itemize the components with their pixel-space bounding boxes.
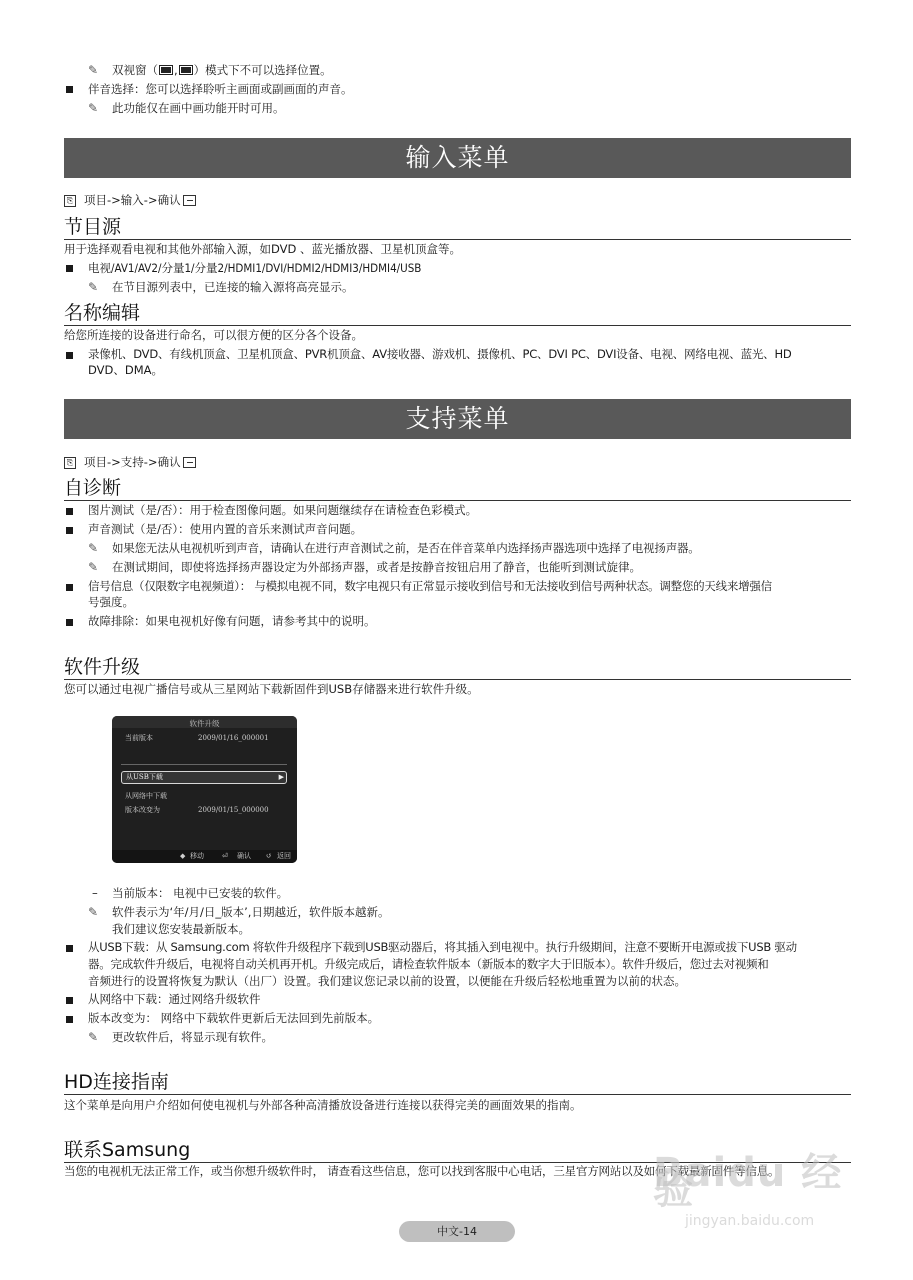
tv-online-download-option[interactable]: 从网络中下载 (125, 792, 167, 800)
tv-current-label: 当前版本 (125, 734, 153, 742)
upgrade-heading: 软件升级 (64, 656, 851, 680)
tv-alt-software-label[interactable]: 版本改变为 (125, 806, 160, 814)
edit-name-item-line2: DVD、DMA。 (88, 363, 164, 377)
note-icon: ✎ (88, 905, 99, 919)
tv-enter-label: 确认 (237, 852, 251, 860)
input-menu-path-text: 项目->输入->确认 (84, 193, 181, 207)
watermark-logo: Baidu 经验 (653, 1150, 843, 1213)
version-format-note-line2: 我们建议您安装最新版本。 (112, 922, 250, 936)
source-desc: 用于选择观看电视和其他外部输入源，如DVD 、蓝光播放器、卫星机顶盒等。 (64, 242, 462, 256)
tv-enter-icon: ⏎ (222, 852, 228, 860)
pip-note-text-pre: 双视窗（ (112, 63, 158, 77)
bullet-icon (66, 1016, 73, 1023)
hd-guide-heading: HD连接指南 (64, 1071, 851, 1095)
note-icon: ✎ (88, 280, 99, 294)
bullet-icon (66, 945, 73, 952)
support-menu-path-text: 项目->支持->确认 (84, 455, 181, 469)
contact-heading: 联系Samsung (64, 1139, 851, 1163)
signal-info-line2: 号强度。 (88, 595, 134, 609)
pip-icon (159, 65, 173, 75)
tv-divider (121, 764, 287, 765)
usb-download-line2: 器。完成软件升级后，电视将自动关机再开机。升级完成后，请检查软件版本（新版本的数字大于旧版本）。软件升级后，您过去对视频和 (88, 957, 769, 971)
tv-title: 软件升级 (189, 719, 220, 728)
tv-return-icon: ↺ (266, 852, 272, 860)
bullet-icon (66, 584, 73, 591)
tv-bottom-bar (112, 850, 297, 863)
pip-alt-icon (179, 65, 193, 75)
sound-test-item: 声音测试（是/否）：使用内置的音乐来测试声音问题。 (88, 522, 363, 536)
online-download-item: 从网络中下载：通过网络升级软件 (88, 992, 261, 1006)
alt-software-item: 版本改变为： 网络中下载软件更新后无法回到先前版本。 (88, 1011, 380, 1025)
dash-icon: – (92, 886, 98, 900)
note-icon: ✎ (88, 541, 99, 555)
software-upgrade-screen (112, 716, 297, 863)
pip-only-note: 此功能仅在画中画功能开时可用。 (112, 101, 285, 115)
edit-name-heading: 名称编辑 (64, 302, 851, 326)
note-icon: ✎ (88, 63, 99, 77)
support-menu-banner: 支持菜单 (64, 399, 851, 439)
sound-select-item: 伴音选择：您可以选择聆听主画面或副画面的声音。 (88, 82, 353, 96)
watermark-url: jingyan.baidu.com (685, 1213, 815, 1229)
bullet-icon (66, 527, 73, 534)
pip-note: 双视窗（ , ）模式下不可以选择位置。 (112, 63, 332, 77)
tv-move-label: 移动 (190, 852, 204, 860)
menu-path-icon: ⎘ (64, 457, 76, 469)
bullet-icon (66, 265, 73, 272)
note-icon: ✎ (88, 560, 99, 574)
tv-arrow-right-icon: ▶ (278, 773, 284, 781)
version-format-note-line1: 软件表示为‘年/月/日_版本’,日期越近，软件版本越新。 (112, 905, 390, 919)
tv-return-label: 返回 (277, 852, 291, 860)
bullet-icon (66, 352, 73, 359)
tv-current-value: 2009/01/16_000001 (198, 734, 269, 742)
self-diag-heading: 自诊断 (64, 477, 851, 501)
upgrade-desc: 您可以通过电视广播信号或从三星网站下载新固件到USB存储器来进行软件升级。 (64, 682, 479, 696)
tv-usb-download-option[interactable] (121, 771, 287, 784)
bullet-icon (66, 86, 73, 93)
pip-note-text-post: ）模式下不可以选择位置。 (193, 63, 332, 77)
current-version-item: 当前版本： 电视中已安装的软件。 (112, 886, 289, 900)
sound-test-note2: 在测试期间，即使将选择扬声器设定为外部扬声器，或者是按静音按钮启用了静音，也能听到测试旋律。 (112, 560, 641, 574)
troubleshoot-item: 故障排除：如果电视机好像有问题，请参考其中的说明。 (88, 614, 376, 628)
edit-name-item-line1: 录像机、DVD、有线机顶盒、卫星机顶盒、PVR机顶盒、AV接收器、游戏机、摄像机、PC、DVI PC、DVI设备、电视、网络电视、蓝光、HD (88, 347, 792, 361)
bullet-icon (66, 508, 73, 515)
support-menu-path (84, 454, 196, 471)
picture-test-item: 图片测试（是/否）：用于检查图像问题。如果问题继续存在请检查色彩模式。 (88, 503, 478, 517)
baidu-watermark (643, 1150, 873, 1240)
alt-software-note: 更改软件后，将显示现有软件。 (112, 1030, 273, 1044)
bullet-icon (66, 997, 73, 1004)
input-menu-banner: 输入菜单 (64, 138, 851, 178)
source-heading: 节目源 (64, 216, 851, 240)
source-list-item: 电视/AV1/AV2/分量1/分量2/HDMI1/DVI/HDMI2/HDMI3/HDMI4/USB (88, 261, 422, 275)
note-icon: ✎ (88, 101, 99, 115)
enter-icon (183, 457, 196, 468)
menu-path-icon: ⎘ (64, 195, 76, 207)
tv-alt-software-value: 2009/01/15_000000 (198, 806, 269, 814)
usb-download-line1: 从USB下载：从 Samsung.com 将软件升级程序下载到USB驱动器后，将其插入到电视中。执行升级期间，注意不要断开电源或拔下USB 驱动 (88, 940, 797, 954)
tv-move-icon: ◆ (180, 852, 186, 860)
note-icon: ✎ (88, 1030, 99, 1044)
signal-info-line1: 信号信息（仅限数字电视频道）： 与模拟电视不同，数字电视只有正常显示接收到信号和无法接收到信号两种状态。调整您的天线来增强信 (88, 579, 772, 593)
hd-guide-desc: 这个菜单是向用户介绍如何使电视机与外部各种高清播放设备进行连接以获得完美的画面效果的指南。 (64, 1098, 582, 1112)
source-note: 在节目源列表中，已连接的输入源将高亮显示。 (112, 280, 354, 294)
edit-name-desc: 给您所连接的设备进行命名，可以很方便的区分各个设备。 (64, 328, 363, 342)
page-number: 中文-14 (399, 1221, 515, 1242)
sound-test-note1: 如果您无法从电视机听到声音，请确认在进行声音测试之前，是否在伴音菜单内选择扬声器选项中选择了电视扬声器。 (112, 541, 700, 555)
enter-icon (183, 195, 196, 206)
bullet-icon (66, 619, 73, 626)
contact-desc: 当您的电视机无法正常工作，或当你想升级软件时， 请查看这些信息，您可以找到客服中心电话，三星官方网站以及如何下载最新固件等信息。 (64, 1164, 780, 1178)
usb-download-line3: 音频进行的设置将恢复为默认（出厂）设置。我们建议您记录以前的设置，以便能在升级后轻松地重置为以前的状态。 (88, 974, 686, 988)
input-menu-path (84, 192, 196, 209)
tv-usb-download-label: 从USB下载 (126, 773, 163, 781)
